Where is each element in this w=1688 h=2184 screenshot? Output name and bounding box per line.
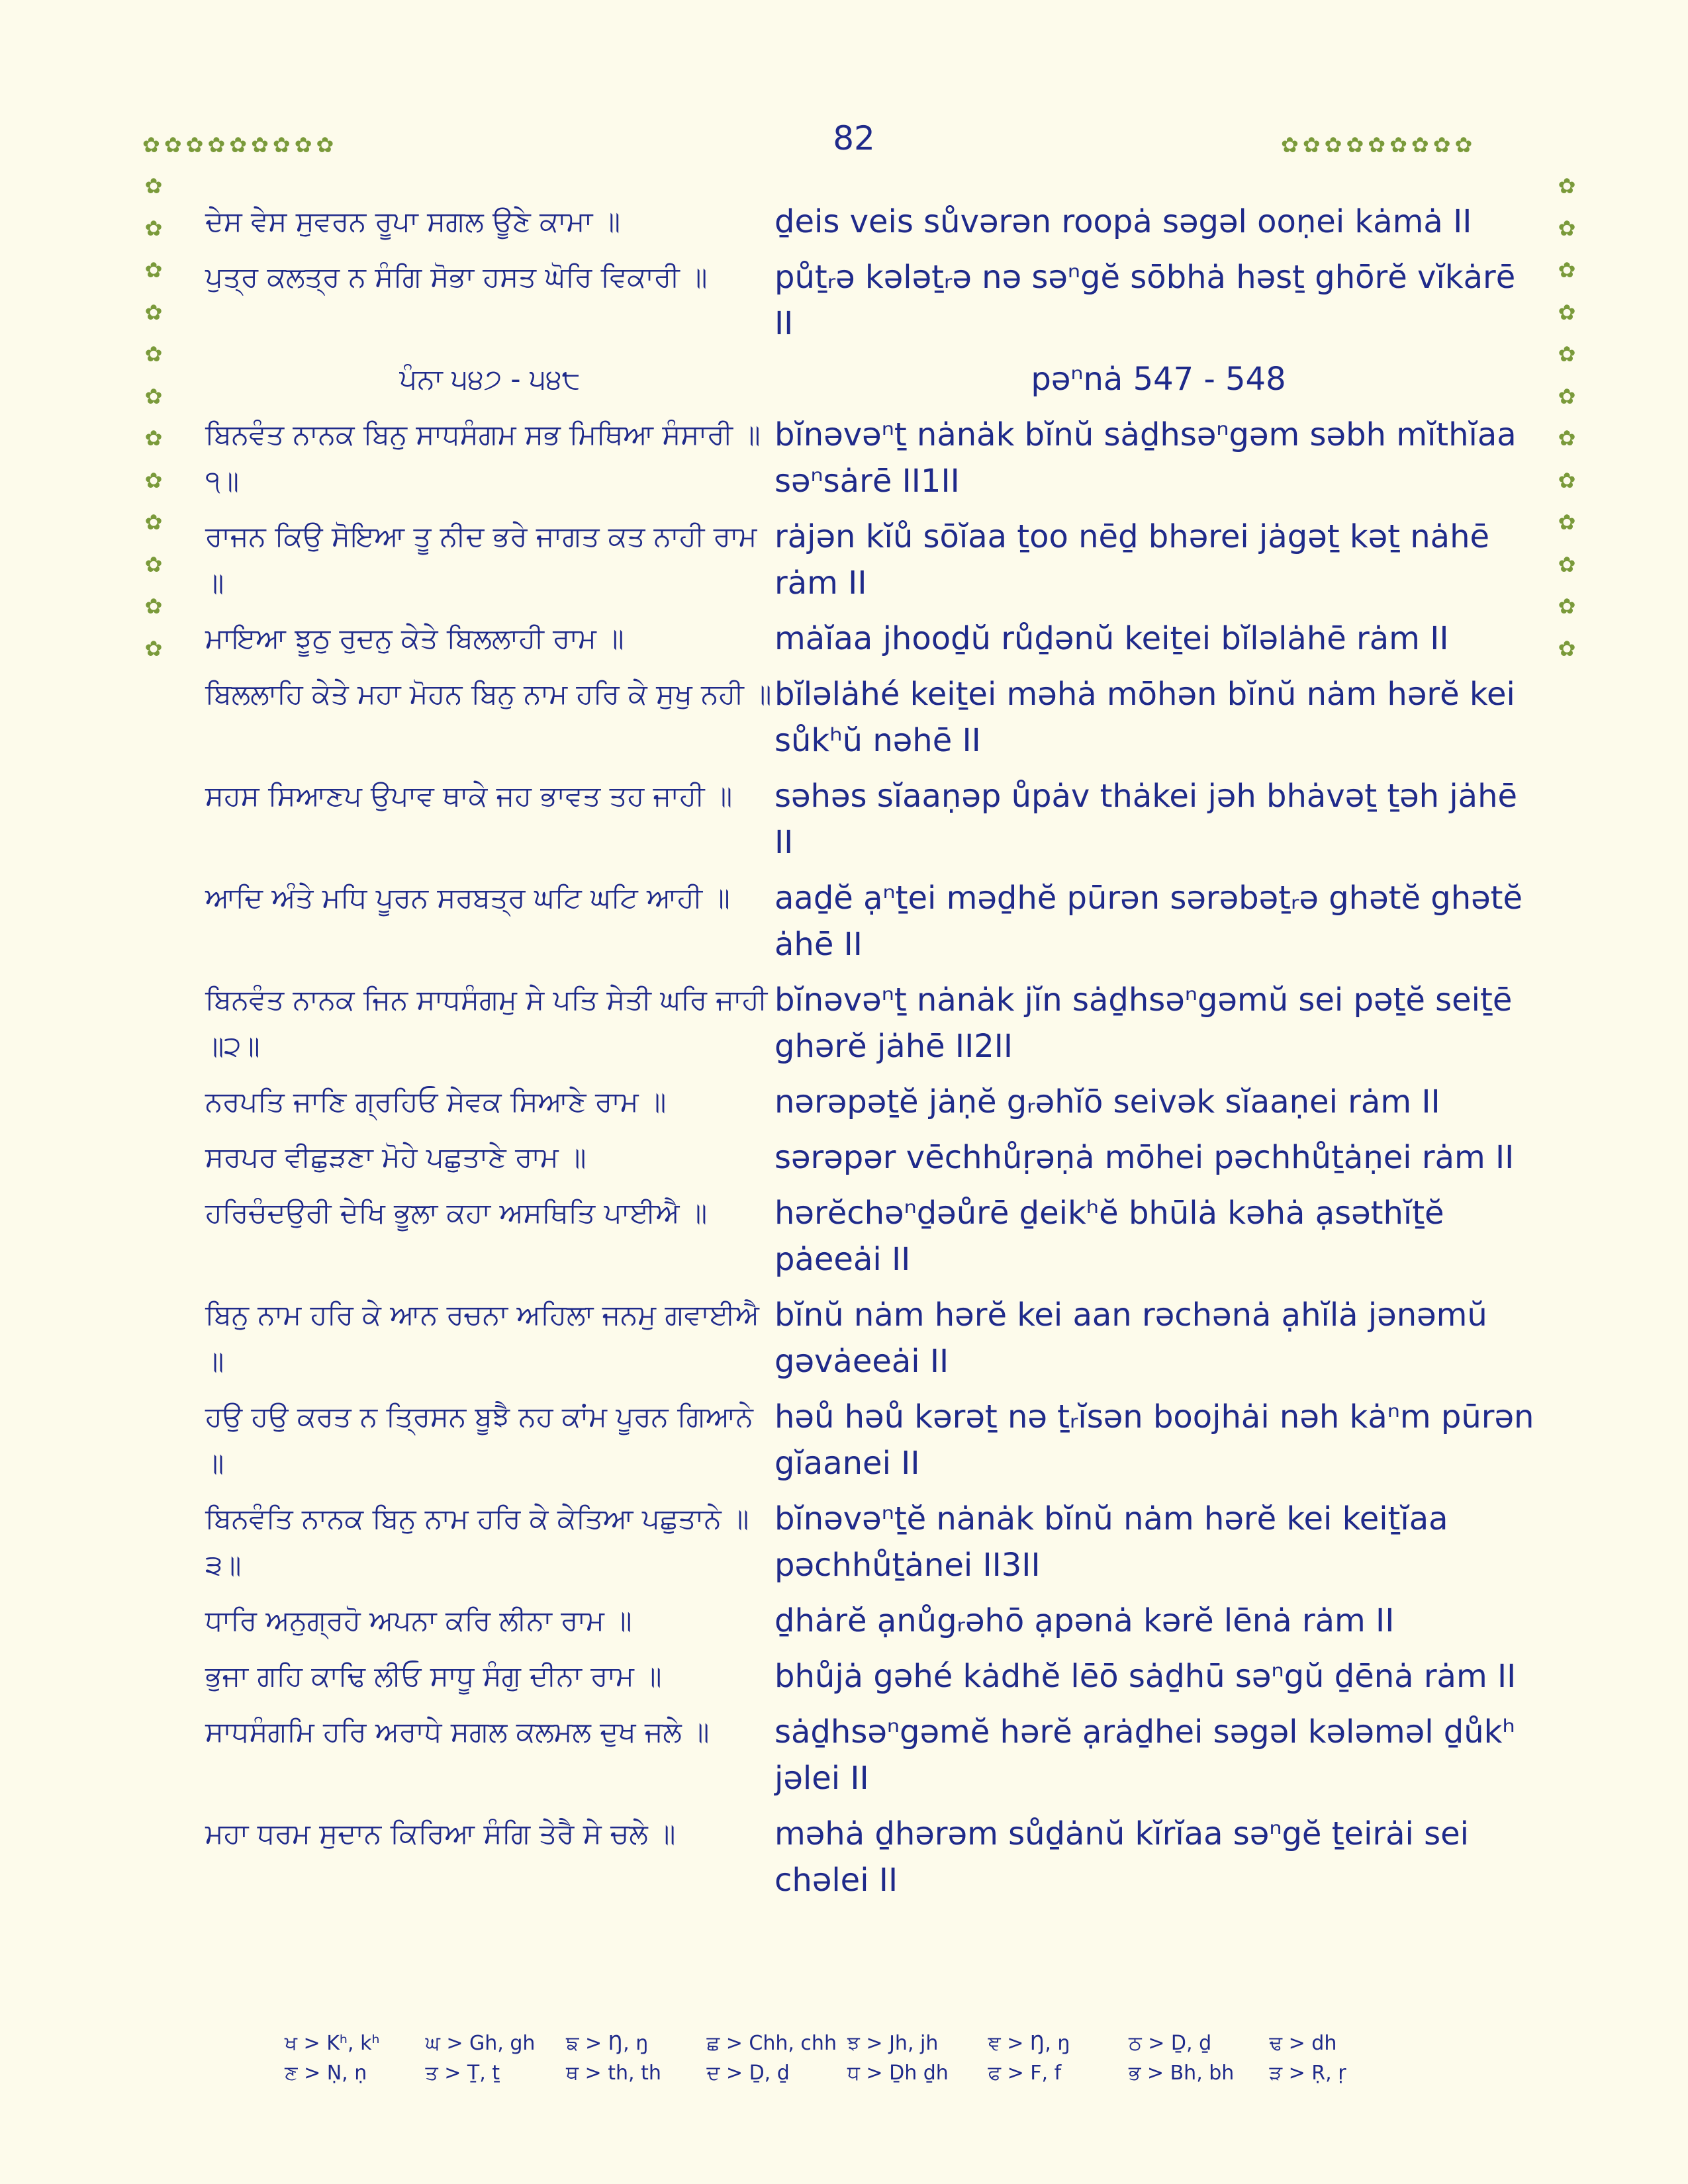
verse-row [205,514,1542,606]
verse-row [205,1134,1542,1181]
top-right-flower-border: ✿✿✿✿✿✿✿✿✿ [1281,132,1477,158]
legend-entry: ਘ > Gh, gh [425,2032,536,2055]
legend-entry: ਭ > Bh, bh [1129,2062,1235,2085]
verse-row [205,615,1542,662]
flower-icon: ✿ [1558,426,1576,451]
gurmukhi-text: ਸਾਧਸੰਗਮਿ ਹਰਿ ਅਰਾਧੇ ਸਗਲ ਕਲਮਲ ਦੁਖ ਜਲੇ ॥ [205,1715,710,1748]
transliteration-text: mȧĭaa jhooḏŭ růḏənŭ keiṯei bĭləlȧhē rȧm II [774,620,1449,657]
gurmukhi-text: ਬਿਨਵੰਤ ਨਾਨਕ ਜਿਨ ਸਾਧਸੰਗਮੁ ਸੇ ਪਤਿ ਸੇਤੀ ਘਰਿ ਜਾਹੀ ॥੨॥ [205,983,768,1062]
verse-row [205,1709,1542,1801]
top-left-flower-border: ✿✿✿✿✿✿✿✿✿ [142,132,338,158]
verse-row [205,671,1542,764]
left-flower-border [140,165,167,670]
legend-entry: ਦ > Ḏ, ḏ [706,2062,790,2085]
verse-row [205,1653,1542,1700]
transliteration-text: səhəs sĭaaṇəp ůpȧv thȧkei jəh bhȧvəṯ ṯəh jȧhē II [774,778,1518,861]
transliteration-text: sərəpər vēchhůṛəṇȧ mōhei pəchhůṯȧṇei rȧm II [774,1139,1515,1176]
transliteration-text: bĭləlȧhé keiṯei məhȧ mōhən bĭnŭ nȧm hərĕ kei sůkʰŭ nəhē II [774,676,1515,759]
gurmukhi-text: ਸਰਪਰ ਵੀਛੁੜਣਾ ਮੋਹੇ ਪਛੁਤਾਣੇ ਰਾਮ ॥ [205,1141,586,1173]
legend-row [285,2062,1410,2085]
gurmukhi-text: ਭੁਜਾ ਗਹਿ ਕਾਢਿ ਲੀਓ ਸਾਧੂ ਸੰਗੁ ਦੀਨਾ ਰਾਮ ॥ [205,1660,662,1692]
flower-icon: ✿ [1558,341,1576,367]
transliteration-text: hərĕchəⁿḏəůrē ḏeikʰĕ bhūlȧ kəhȧ ạsəthĭṯĕ pȧeeȧi II [774,1195,1444,1278]
legend-entry: ਥ > th, th [566,2062,661,2085]
verse-row [205,977,1542,1069]
flower-icon: ✿ [1558,635,1576,661]
flower-icon: ✿ [144,173,163,199]
gurmukhi-text: ਪੰਨਾ ੫੪੭ - ੫੪੮ [399,363,581,395]
legend-entry: ਫ > F, f [988,2062,1062,2085]
legend-entry: ਖ > Kʰ, kʰ [285,2032,380,2055]
transliteration-text: rȧjən kĭů sōĭaa ṯoo nēḏ bhərei jȧgəṯ kəṯ nȧhē rȧm II [774,518,1490,602]
transliteration-text: bĭnəvəⁿṯ nȧnȧk jĭn sȧḏhsəⁿgəmŭ sei pəṯĕ seiṯē ghərĕ jȧhē II2II [774,981,1513,1065]
verse-row [205,1292,1542,1385]
gurmukhi-text: ਧਾਰਿ ਅਨੁਗ੍ਰਹੋ ਅਪਨਾ ਕਰਿ ਲੀਨਾ ਰਾਮ ॥ [205,1604,632,1637]
transliteration-text: bĭnəvəⁿṯĕ nȧnȧk bĭnŭ nȧm hərĕ kei keiṯĭaa pəchhůṯȧnei II3II [774,1500,1448,1584]
flower-icon: ✿ [1558,383,1576,409]
legend-entry: ਠ > Ḏ, ḏ [1129,2032,1212,2055]
legend-entry: ਢ > dh [1269,2032,1337,2055]
flower-icon: ✿ [144,551,163,577]
flower-icon: ✿ [144,383,163,409]
gurmukhi-text: ਬਿਨਵੰਤ ਨਾਨਕ ਬਿਨੁ ਸਾਧਸੰਗਮ ਸਭ ਮਿਥਿਆ ਸੰਸਾਰੀ ॥੧॥ [205,418,761,497]
verse-row [205,199,1542,245]
gurmukhi-text: ਬਿਨਵੰਤਿ ਨਾਨਕ ਬਿਨੁ ਨਾਮ ਹਰਿ ਕੇ ਕੇਤਿਆ ਪਛੁਤਾਨੇ ॥੩॥ [205,1502,749,1581]
verse-row [205,412,1542,504]
transliteration-text: bĭnəvəⁿṯ nȧnȧk bĭnŭ sȧḏhsəⁿgəm səbh mĭthĭaa səⁿsȧrē II1II [774,416,1517,500]
gurmukhi-text: ਪੁਤ੍ਰ ਕਲਤ੍ਰ ਨ ਸੰਗਿ ਸੋਭਾ ਹਸਤ ਘੋਰਿ ਵਿਕਾਰੀ ॥ [205,261,708,293]
transliteration-text: aaḏĕ ạⁿṯei məḏhĕ pūrən sərəbəṯᵣə ghətĕ ghətĕ ȧhē II [774,880,1523,963]
flower-icon: ✿ [144,299,163,325]
legend-entry: ਝ > Jh, jh [847,2032,939,2055]
transliteration-text: məhȧ ḏhərəm sůḏȧnŭ kĭrĭaa səⁿgĕ ṯeirȧi sei chəlei II [774,1815,1470,1899]
page-range-heading [205,356,1542,402]
flower-icon: ✿ [144,467,163,493]
transliteration-text: sȧḏhsəⁿgəmĕ hərĕ ạrȧḏhei səgəl kələməl ḏůkʰ jəlei II [774,1713,1515,1797]
flower-icon: ✿ [144,341,163,367]
transliteration-text: pəⁿnȧ 547 - 548 [1031,361,1286,398]
flower-icon: ✿ [144,257,163,283]
verse-row [205,773,1542,866]
verse-table [205,199,1542,1913]
transliteration-text: ḏeis veis sůvərən roopȧ səgəl ooṇei kȧmȧ II [774,203,1472,240]
page-number: 82 [833,119,875,158]
verse-row [205,1598,1542,1644]
flower-icon: ✿ [1558,467,1576,493]
transliteration-text: bhůjȧ gəhé kȧdhĕ lēō sȧḏhū səⁿgŭ ḏēnȧ rȧm II [774,1658,1517,1695]
verse-row [205,254,1542,347]
gurmukhi-text: ਨਰਪਤਿ ਜਾਣਿ ਗ੍ਰਹਿਓ ਸੇਵਕ ਸਿਆਣੇ ਰਾਮ ॥ [205,1085,667,1118]
legend-entry: ਙ > Ŋ, ŋ [566,2032,649,2055]
gurmukhi-text: ਬਿਲਲਾਹਿ ਕੇਤੇ ਮਹਾ ਮੋਹਨ ਬਿਨੁ ਨਾਮ ਹਰਿ ਕੇ ਸੁਖੁ ਨਹੀ ॥ [205,678,772,710]
flower-icon: ✿ [144,510,163,535]
transliteration-text: bĭnŭ nȧm hərĕ kei aan rəchənȧ ạhĭlȧ jənəmŭ gəvȧeeȧi II [774,1297,1487,1380]
legend-entry: ਧ > Ḏh ḏh [847,2062,949,2085]
gurmukhi-text: ਰਾਜਨ ਕਿਉ ਸੋਇਆ ਤੂ ਨੀਦ ਭਰੇ ਜਾਗਤ ਕਤ ਨਾਹੀ ਰਾਮ ॥ [205,520,757,599]
flower-icon: ✿ [144,426,163,451]
flower-icon: ✿ [1558,594,1576,619]
right-flower-border [1554,165,1580,670]
transliteration-text: půṯᵣə kələṯᵣə nə səⁿgĕ sōbhȧ həsṯ ghōrĕ vĭkȧrē II [774,259,1516,342]
gurmukhi-text: ਬਿਨੁ ਨਾਮ ਹਰਿ ਕੇ ਆਨ ਰਚਨਾ ਅਹਿਲਾ ਜਨਮੁ ਗਵਾਈਐ ॥ [205,1298,759,1377]
transliteration-legend [285,2032,1410,2091]
verse-row [205,875,1542,968]
flower-icon: ✿ [1558,173,1576,199]
gurmukhi-text: ਦੇਸ ਵੇਸ ਸੁਵਰਨ ਰੂਪਾ ਸਗਲ ਊਣੇ ਕਾਮਾ ॥ [205,205,621,238]
verse-row [205,1079,1542,1125]
legend-entry: ਤ > Ṯ, ṯ [425,2062,500,2085]
gurmukhi-text: ਹਉ ਹਉ ਕਰਤ ਨ ਤ੍ਰਿਸਨ ਬੂਝੈ ਨਹ ਕਾਂਮ ਪੂਰਨ ਗਿਆਨੇ ॥ [205,1400,753,1479]
verse-row [205,1811,1542,1903]
legend-entry: ਣ > Ṇ, ṇ [285,2062,367,2085]
flower-icon: ✿ [1558,257,1576,283]
gurmukhi-text: ਮਾਇਆ ਝੂਠੁ ਰੁਦਨੁ ਕੇਤੇ ਬਿਲਲਾਹੀ ਰਾਮ ॥ [205,622,624,655]
flower-icon: ✿ [1558,510,1576,535]
gurmukhi-text: ਆਦਿ ਅੰਤੇ ਮਧਿ ਪੂਰਨ ਸਰਬਤ੍ਰ ਘਟਿ ਘਟਿ ਆਹੀ ॥ [205,882,730,914]
verse-row [205,1496,1542,1588]
legend-entry: ਞ > Ŋ, ŋ [988,2032,1070,2055]
transliteration-text: nərəpəṯĕ jȧṇĕ gᵣəhĭō seivək sĭaaṇei rȧm II [774,1083,1440,1120]
flower-icon: ✿ [144,635,163,661]
gurmukhi-text: ਹਰਿਚੰਦਉਰੀ ਦੇਖਿ ਭੂਲਾ ਕਹਾ ਅਸਥਿਤਿ ਪਾਈਐ ॥ [205,1197,708,1229]
transliteration-text: ḏhȧrĕ ạnůgᵣəhō ạpənȧ kərĕ lēnȧ rȧm II [774,1602,1395,1639]
flower-icon: ✿ [1558,551,1576,577]
gurmukhi-text: ਮਹਾ ਧਰਮ ਸੁਦਾਨ ਕਿਰਿਆ ਸੰਗਿ ਤੇਰੈ ਸੇ ਚਲੇ ॥ [205,1817,676,1850]
flower-icon: ✿ [1558,215,1576,241]
legend-row [285,2032,1410,2055]
verse-row [205,1394,1542,1486]
legend-entry: ਛ > Chh, chh [706,2032,837,2055]
flower-icon: ✿ [1558,299,1576,325]
flower-icon: ✿ [144,215,163,241]
flower-icon: ✿ [144,594,163,619]
gurmukhi-text: ਸਹਸ ਸਿਆਣਪ ਉਪਾਵ ਥਾਕੇ ਜਹ ਭਾਵਤ ਤਹ ਜਾਹੀ ॥ [205,780,733,812]
legend-entry: ੜ > Ṛ, ṛ [1269,2062,1346,2085]
transliteration-text: həů həů kərəṯ nə ṯᵣĭsən boojhȧi nəh kȧⁿm pūrən gĭaanei II [774,1398,1534,1482]
verse-row [205,1190,1542,1283]
